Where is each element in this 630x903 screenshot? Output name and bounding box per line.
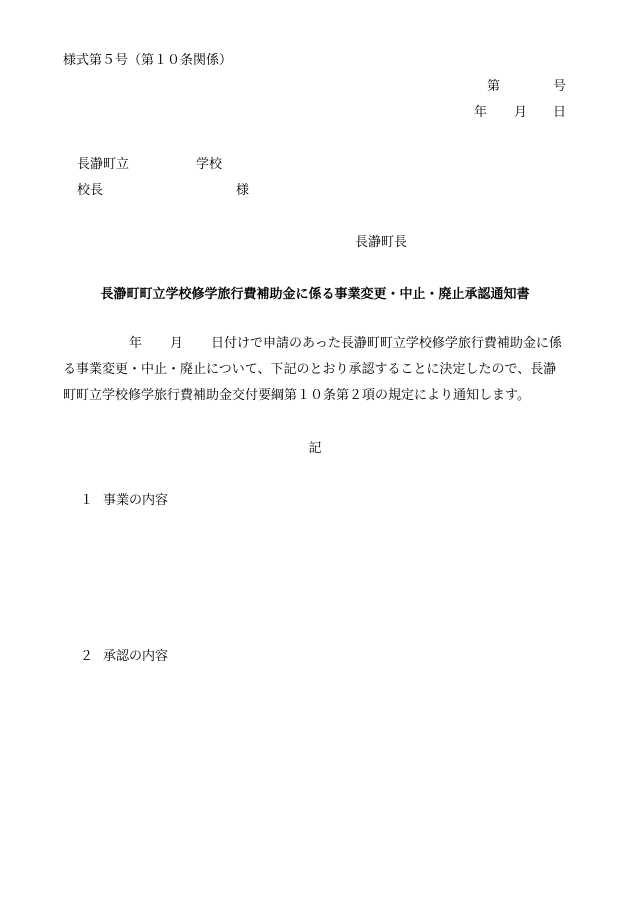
body-line-2: る事業変更・中止・廃止について、下記のとおり承認することに決定したので、長瀞 <box>63 362 557 377</box>
section-2-number: ２ <box>80 649 94 664</box>
date-month-label: 月 <box>514 105 528 120</box>
body-year-label: 年 <box>129 336 143 351</box>
body-line-3: 町町立学校修学旅行費補助金交付要綱第１０条第２項の規定により通知します。 <box>63 388 530 403</box>
document-number-suffix: 号 <box>553 79 567 94</box>
section-1-number: １ <box>80 493 94 508</box>
addressee-principal: 校長 <box>77 183 104 198</box>
section-2-label: 承認の内容 <box>103 649 169 664</box>
addressee-honorific: 様 <box>236 183 250 198</box>
body-paragraph <box>63 331 573 409</box>
addressee-school: 学校 <box>196 157 223 172</box>
addressee-town: 長瀞町立 <box>77 157 130 172</box>
document-number-prefix: 第 <box>487 79 501 94</box>
body-month-label: 月 <box>170 336 184 351</box>
sender-name: 長瀞町長 <box>355 235 408 250</box>
section-1-label: 事業の内容 <box>103 493 169 508</box>
date-year-label: 年 <box>474 105 488 120</box>
form-label: 様式第５号（第１０条関係） <box>63 53 233 68</box>
document-title: 長瀞町町立学校修学旅行費補助金に係る事業変更・中止・廃止承認通知書 <box>100 287 530 302</box>
date-day-label: 日 <box>553 105 567 120</box>
body-line-1 <box>63 331 573 357</box>
ki-heading: 記 <box>308 441 322 456</box>
body-line-1-text: 日付けで申請のあった長瀞町町立学校修学旅行費補助金に係 <box>211 336 562 351</box>
